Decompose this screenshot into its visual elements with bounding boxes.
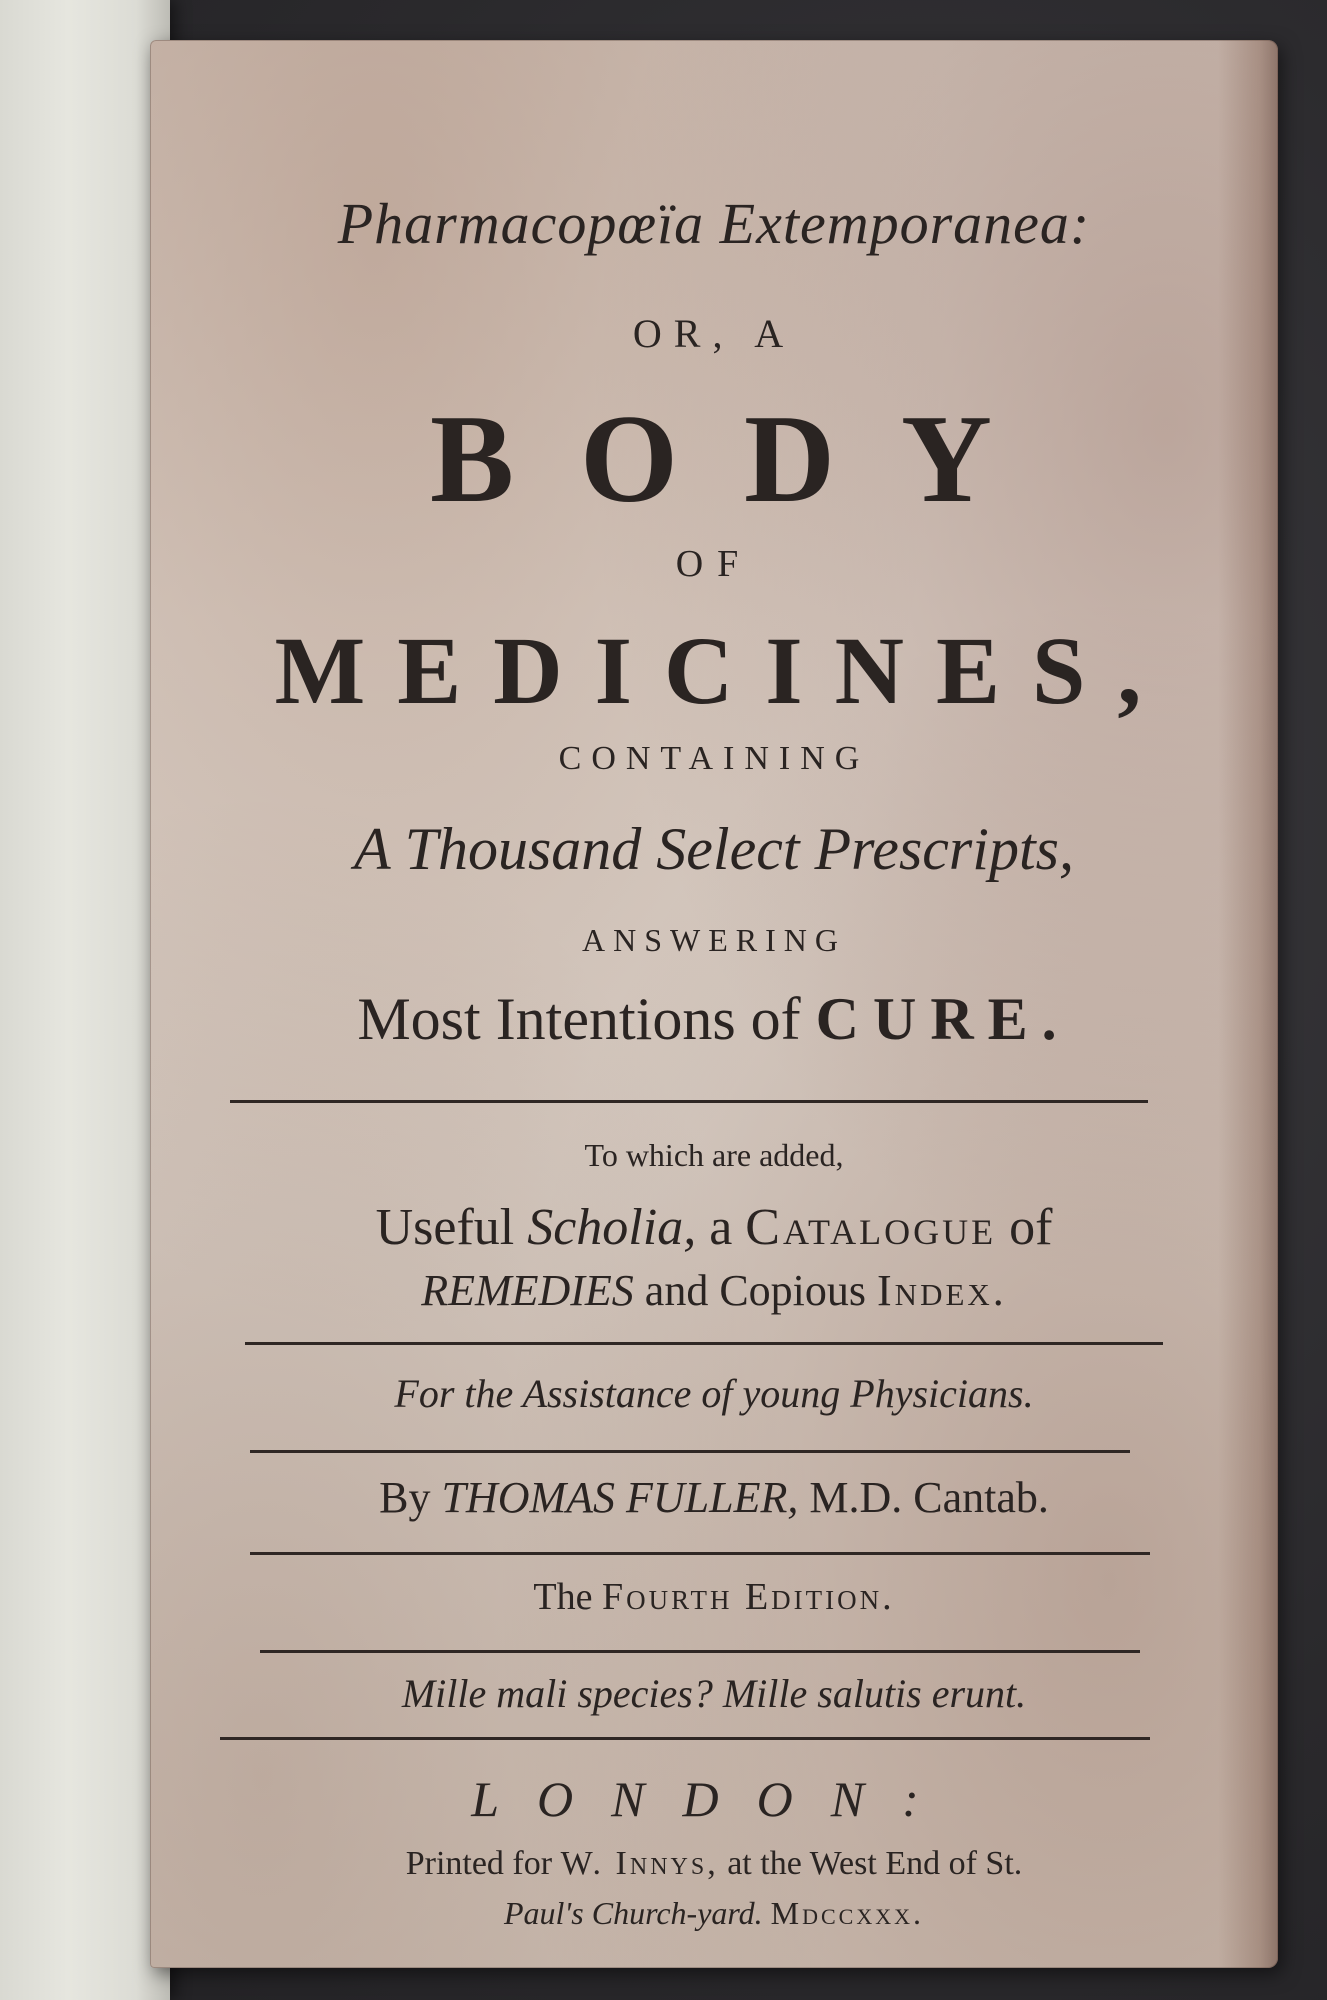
divider-rule-3 bbox=[250, 1450, 1130, 1453]
useful-text: Useful bbox=[375, 1199, 515, 1256]
remedies-text: REMEDIES bbox=[421, 1266, 634, 1315]
imprint-year: Mdccxxx. bbox=[770, 1895, 925, 1931]
catalogue-text: Catalogue bbox=[745, 1199, 997, 1256]
book-title: Pharmacopœïa Extemporanea: bbox=[337, 191, 1091, 256]
churchyard-text: Paul's Church-yard. bbox=[503, 1895, 763, 1931]
title-page bbox=[150, 40, 1278, 1968]
subtitle-containing: CONTAINING bbox=[558, 740, 870, 777]
subtitle-thousand-prescripts: A Thousand Select Prescripts, bbox=[354, 816, 1074, 882]
subtitle-medicines: MEDICINES, bbox=[274, 617, 1174, 724]
index-text: Index. bbox=[877, 1266, 1007, 1315]
divider-rule-5 bbox=[260, 1650, 1140, 1653]
a-text: a bbox=[709, 1199, 733, 1256]
imprint-line-2 bbox=[150, 1895, 1278, 1932]
edition-text: Fourth Edition. bbox=[601, 1576, 895, 1618]
imprint-line-1 bbox=[150, 1845, 1278, 1883]
added-heading: To which are added, bbox=[584, 1137, 844, 1173]
remedies-line bbox=[150, 1265, 1278, 1316]
divider-rule-4 bbox=[250, 1552, 1150, 1555]
most-intentions-text: Most Intentions of bbox=[357, 986, 801, 1052]
divider-rule-1 bbox=[230, 1100, 1148, 1103]
copious-text: and Copious bbox=[644, 1266, 867, 1315]
subtitle-of: OF bbox=[675, 543, 753, 585]
by-text: By bbox=[379, 1473, 431, 1522]
author-name: THOMAS FULLER, bbox=[441, 1473, 799, 1522]
cure-text: CURE. bbox=[815, 986, 1071, 1052]
edition-line bbox=[150, 1575, 1278, 1619]
subtitle-body: BODY bbox=[429, 390, 1059, 529]
divider-rule-2 bbox=[245, 1342, 1163, 1345]
author-line bbox=[150, 1472, 1278, 1523]
subtitle-or-a: OR, A bbox=[632, 311, 796, 356]
printer-name: W. Innys, bbox=[560, 1845, 719, 1882]
printed-for-text: Printed for bbox=[405, 1845, 553, 1882]
assistance-line: For the Assistance of young Physicians. bbox=[394, 1371, 1034, 1416]
subtitle-most-intentions bbox=[150, 985, 1278, 1054]
imprint-city: LONDON: bbox=[471, 1771, 957, 1827]
motto-line: Mille mali species? Mille salutis erunt. bbox=[401, 1671, 1027, 1716]
facing-page bbox=[0, 0, 170, 2000]
scholia-text: Scholia, bbox=[527, 1199, 697, 1256]
catalogue-of-text: of bbox=[1009, 1199, 1053, 1256]
author-degree: M.D. Cantab. bbox=[809, 1473, 1049, 1522]
useful-scholia-line bbox=[150, 1198, 1278, 1257]
divider-rule-6 bbox=[220, 1737, 1150, 1740]
edition-the: The bbox=[533, 1576, 593, 1618]
printed-rest-text: at the West End of St. bbox=[727, 1845, 1023, 1882]
subtitle-answering: ANSWERING bbox=[582, 922, 846, 958]
